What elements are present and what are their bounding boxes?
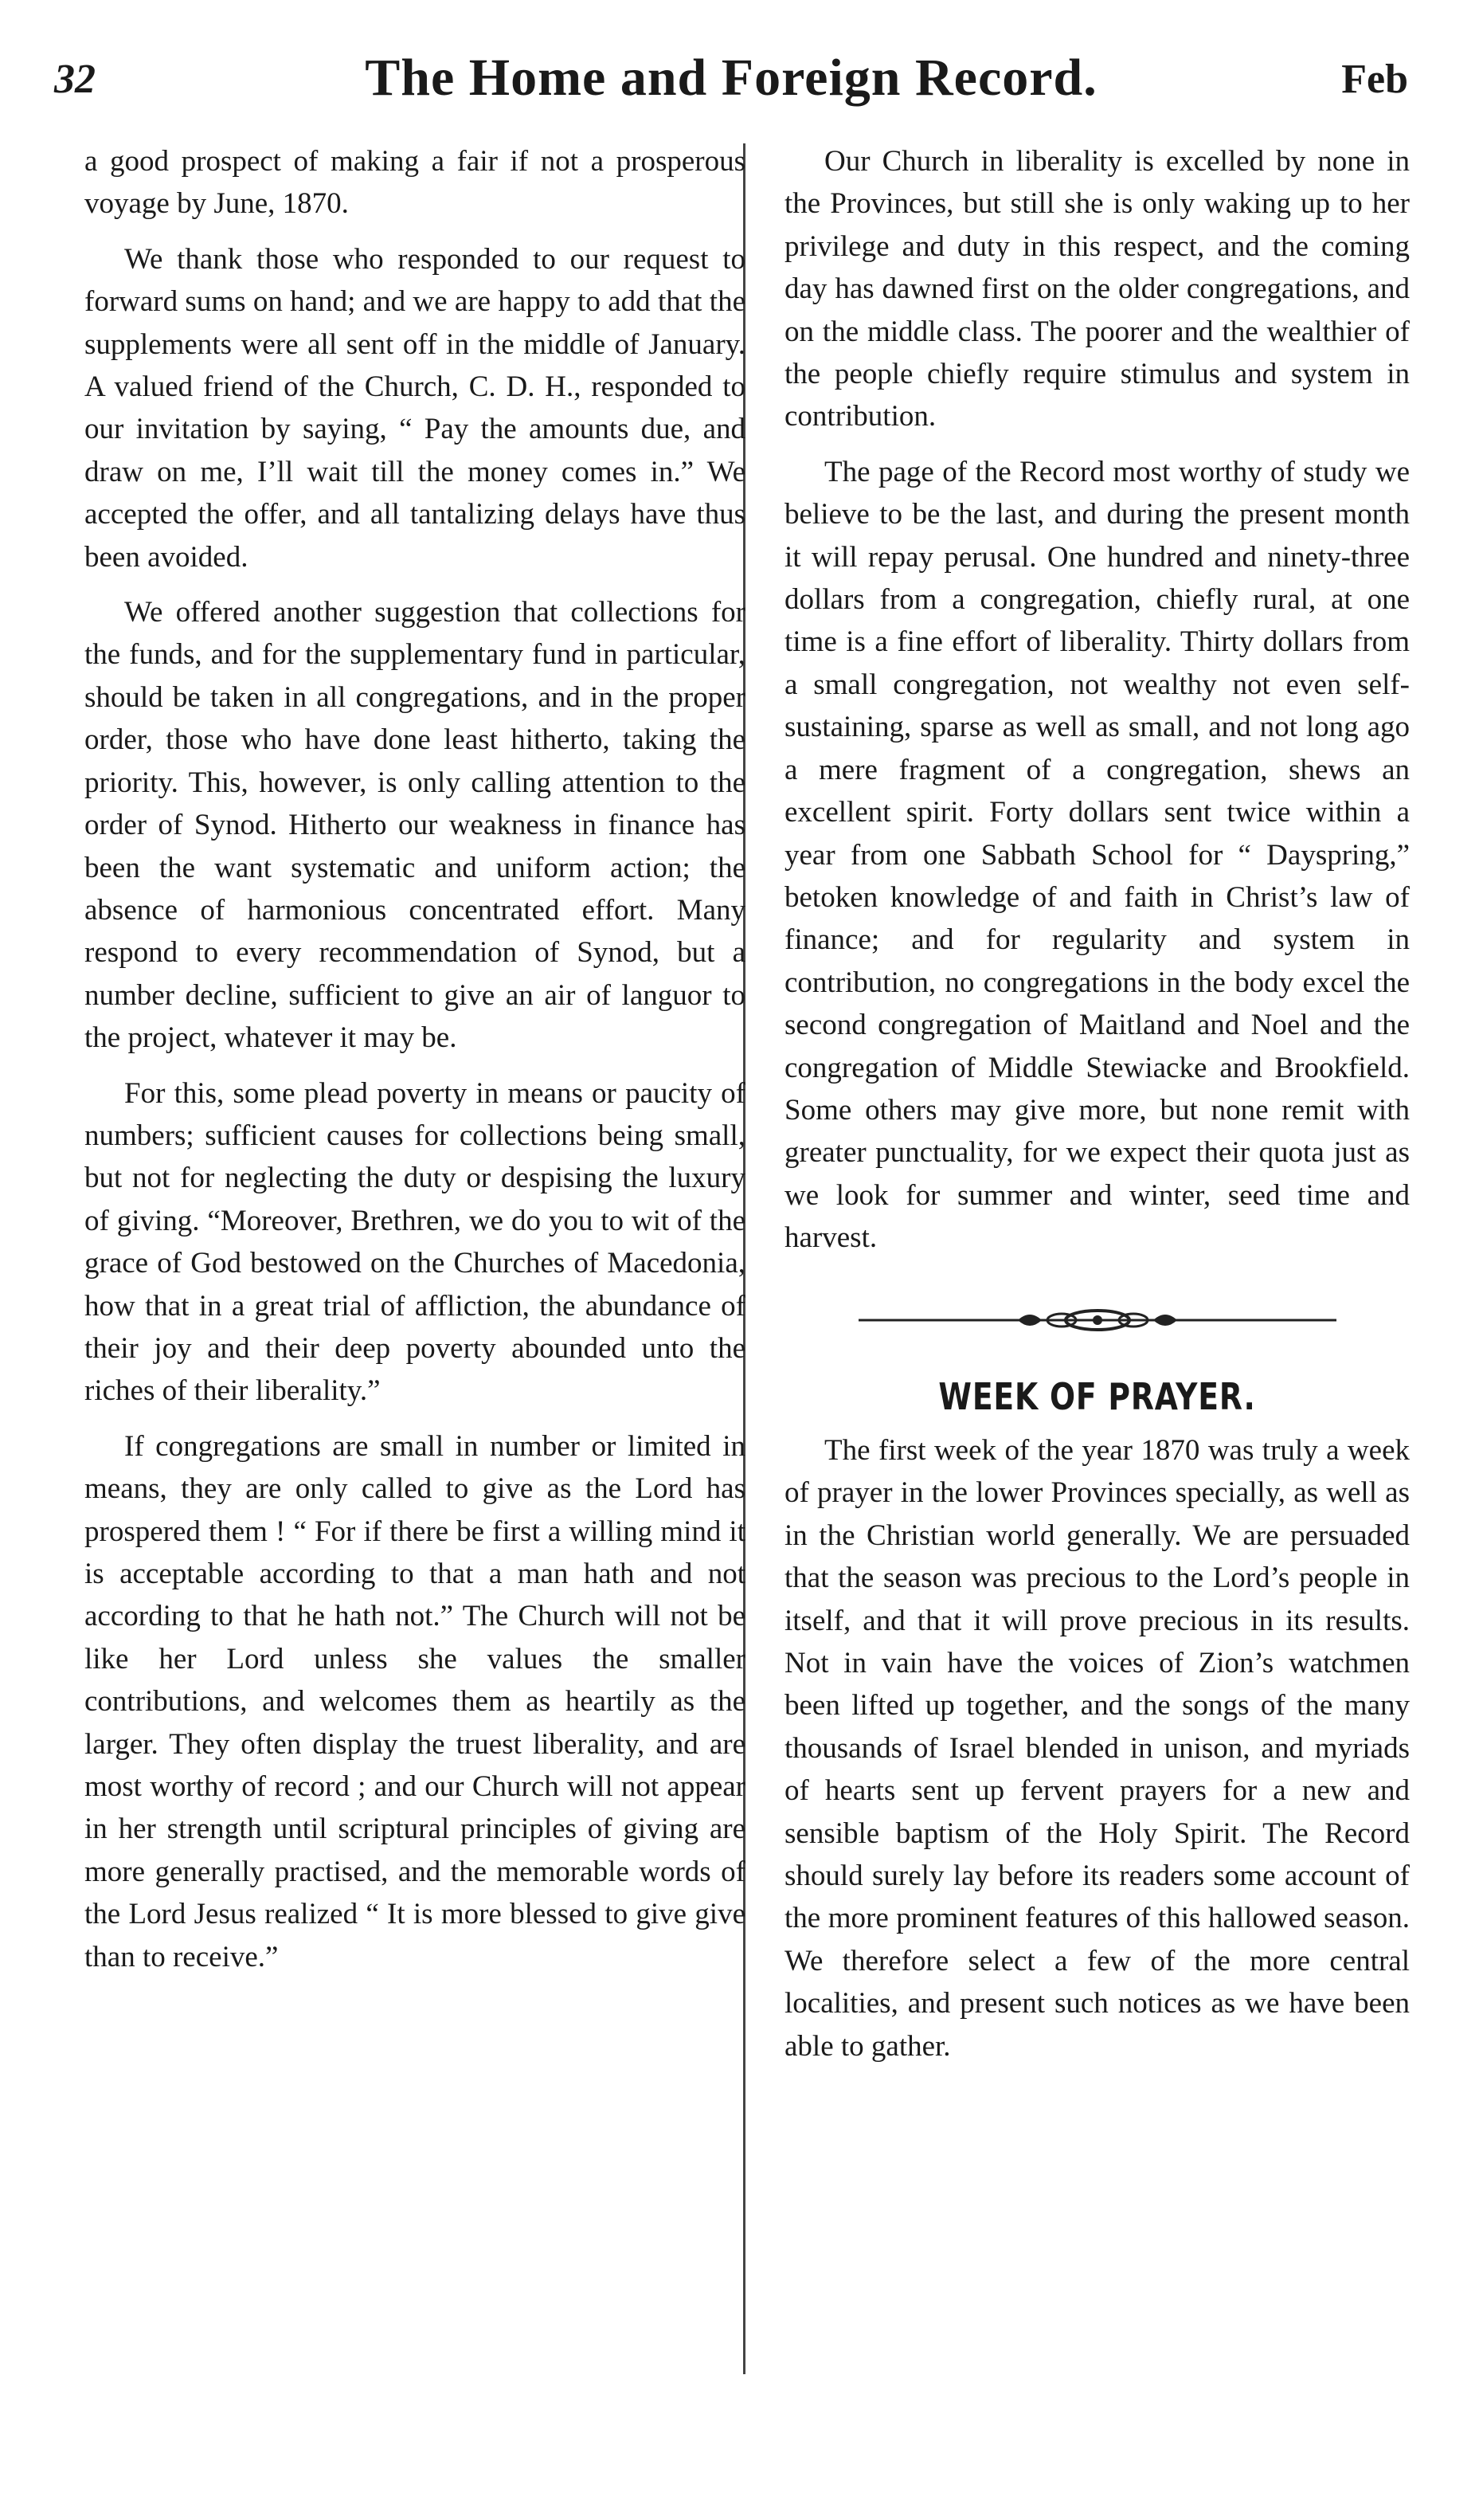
journal-title: The Home and Foreign Record. [365,49,1098,107]
paragraph: If congregations are small in number or limited in means, they are only called to give as the Lord has prospered them ! “ For if there be first a willing mind it is acceptable according to that a man hath and not according to that he hath not.” The Church will not be like her Lord unless she values the smaller contributions, and welcomes them as heartily as the larger. They often display the truest liberality, and are most worthy of record ; and our Church will not appear in her strength until scriptural principles of giving are more generally practised, and the memorable words of the Lord Jesus realized “ It is more blessed to give give than to receive.” [84,1429,745,1973]
section-heading: WEEK OF PRAYER. [938,1374,1256,1418]
paragraph: For this, some plead poverty in means or paucity of numbers; sufficient causes for collections being small, but not for neglecting the duty or despising the luxury of giving. “Moreover, Brethren, we do you to wit of the grace of God bestowed on the Churches of Macedonia, how that in a great trial of affliction, the abundance of their joy and their deep poverty abounded unto the riches of their liberality.” [84,1076,745,1408]
paragraph: We offered another suggestion that collections for the funds, and for the supplementary fund in particular, should be taken in all congregations, and in the proper order, those who have done least hitherto, taking the priority. This, however, is only calling attention to the order of Synod. Hitherto our weakness in finance has been the want systematic and uniform action; the absence of harmonious concentrated effort. Many respond to every recommendation of Synod, but a number decline, sufficient to give an air of languor to the project, whatever it may be. [84,596,745,1055]
paragraph: a good prospect of making a fair if not a prosperous voyage by June, 1870. [84,145,745,221]
paragraph: The first week of the year 1870 was truly a week of prayer in the lower Provinces specially, as well as in the Christian world generally. We are persuaded that the season was precious to the Lord’s people in itself, and that it will prove precious in its results. Not in vain have the voices of Zion’s watchmen been lifted up together, and the songs of the many thousands of Israel blended in unison, and myriads of hearts sent up fervent prayers for a new and sensible baptism of the Holy Spirit. The Record should surely lay before its readers some account of the more prominent features of this hallowed season. We therefore select a few of the more central localities, and present such notices as we have been able to gather. [784,1433,1410,2063]
left-column [84,140,745,1991]
running-month: Feb [1341,57,1408,102]
ornamental-divider [859,1304,1336,1336]
right-column [784,140,1410,2080]
page-number: 32 [54,57,96,102]
paragraph: We thank those who responded to our request to forward sums on hand; and we are happy to add that the supplements were all sent off in the middle of January. A valued friend of the Church, C. D. H., responded to our invitation by saying, “ Pay the amounts due, and draw on me, I’ll wait till the money comes in.” We accepted the offer, and all tantalizing delays have thus been avoided. [84,242,745,574]
paragraph: The page of the Record most worthy of study we believe to be the last, and during the present month it will repay perusal. One hundred and ninety-three dollars from a congregation, chiefly rural, at one time is a fine effort of liberality. Thirty dollars from a small congregation, not wealthy not even self-sustaining, sparse as well as small, and not long ago a mere fragment of a congregation, shews an excellent spirit. Forty dollars sent twice within a year from one Sabbath School for “ Dayspring,” betoken knowledge of and faith in Christ’s law of finance; and for regularity and system in contribution, no congregations in the body excel the second congregation of Maitland and Noel and the congregation of Middle Stewiacke and Brookfield. Some others may give more, but none remit with greater punctuality, for we expect their quota just as we look for summer and winter, seed time and harvest. [784,455,1410,1255]
paragraph: Our Church in liberality is excelled by none in the Provinces, but still she is only waking up to her privilege and duty in this respect, and the coming day has dawned first on the older congregations, and on the middle class. The poorer and the wealthier of the people chiefly require stimulus and system in contribution. [784,145,1410,433]
page-header [54,40,1408,127]
